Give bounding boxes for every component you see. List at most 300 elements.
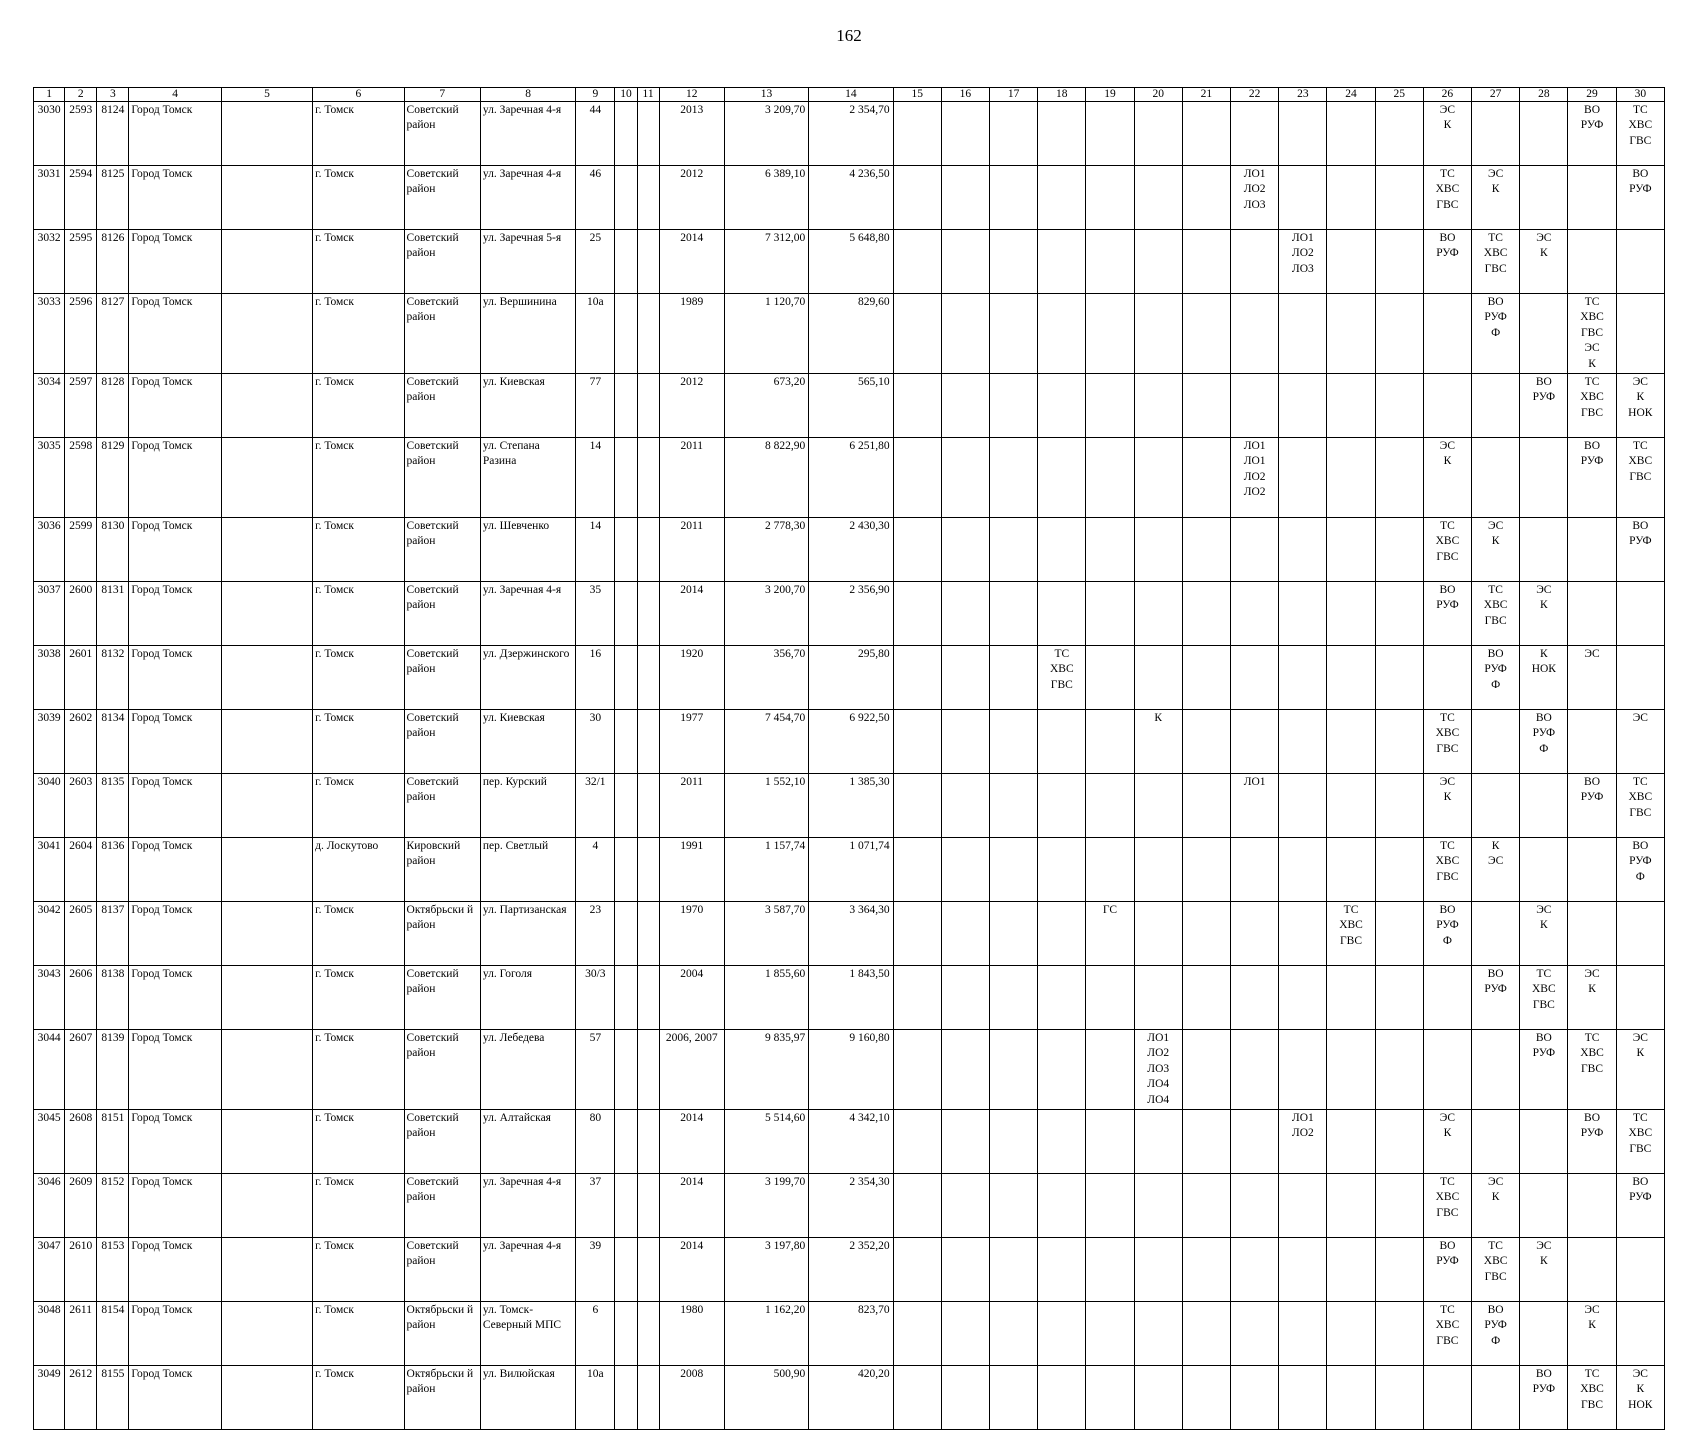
table-cell-col-9: 6	[576, 1302, 615, 1366]
table-cell-col-19	[1086, 438, 1134, 518]
table-cell-col-17	[990, 438, 1038, 518]
table-cell-col-30: ЭС К	[1616, 1030, 1664, 1110]
table-cell-col-5	[221, 646, 312, 710]
table-cell-col-20	[1134, 1174, 1182, 1238]
table-cell-col-17	[990, 1238, 1038, 1302]
table-cell-col-16	[941, 710, 989, 774]
table-cell-col-8: ул. Лебедева	[480, 1030, 575, 1110]
table-cell-col-1: 3032	[34, 230, 65, 294]
table-cell-col-16	[941, 838, 989, 902]
table-cell-col-12: 2014	[659, 582, 724, 646]
table-cell-col-13: 673,20	[724, 374, 808, 438]
table-cell-col-24: ТС ХВС ГВС	[1327, 902, 1375, 966]
table-cell-col-23	[1279, 1366, 1327, 1430]
table-cell-col-18	[1038, 966, 1086, 1030]
table-cell-col-29	[1568, 230, 1616, 294]
table-cell-col-11	[637, 646, 659, 710]
table-cell-col-26: ТС ХВС ГВС	[1423, 710, 1471, 774]
table-cell-col-17	[990, 774, 1038, 838]
table-cell-col-30	[1616, 230, 1664, 294]
table-cell-col-3: 8129	[97, 438, 129, 518]
table-cell-col-11	[637, 838, 659, 902]
column-header-16: 16	[941, 88, 989, 102]
table-cell-col-6: г. Томск	[313, 374, 404, 438]
table-cell-col-13: 1 120,70	[724, 294, 808, 374]
table-cell-col-6: г. Томск	[313, 1238, 404, 1302]
table-cell-col-14: 2 430,30	[809, 518, 893, 582]
table-cell-col-2: 2601	[65, 646, 97, 710]
table-cell-col-17	[990, 374, 1038, 438]
table-cell-col-23: ЛО1 ЛО2 ЛО3	[1279, 230, 1327, 294]
table-cell-col-27	[1472, 710, 1520, 774]
table-cell-col-19	[1086, 230, 1134, 294]
table-cell-col-18	[1038, 902, 1086, 966]
table-cell-col-22	[1231, 518, 1279, 582]
table-cell-col-22	[1231, 710, 1279, 774]
table-cell-col-13: 3 209,70	[724, 102, 808, 166]
table-cell-col-26	[1423, 646, 1471, 710]
table-cell-col-6: г. Томск	[313, 710, 404, 774]
table-cell-col-16	[941, 294, 989, 374]
table-cell-col-28	[1520, 1110, 1568, 1174]
table-cell-col-16	[941, 902, 989, 966]
table-cell-col-15	[893, 518, 941, 582]
table-cell-col-24	[1327, 102, 1375, 166]
table-cell-col-17	[990, 1110, 1038, 1174]
table-cell-col-21	[1182, 438, 1230, 518]
table-cell-col-26: ЭС К	[1423, 774, 1471, 838]
table-cell-col-7: Советский район	[404, 374, 480, 438]
table-cell-col-15	[893, 1174, 941, 1238]
table-cell-col-25	[1375, 102, 1423, 166]
table-cell-col-2: 2607	[65, 1030, 97, 1110]
table-cell-col-27: К ЭС	[1472, 838, 1520, 902]
table-cell-col-4: Город Томск	[129, 438, 221, 518]
table-cell-col-29: ТС ХВС ГВС	[1568, 1366, 1616, 1430]
table-cell-col-7: Октябрьски й район	[404, 1366, 480, 1430]
table-cell-col-18	[1038, 1174, 1086, 1238]
table-cell-col-7: Советский район	[404, 102, 480, 166]
table-cell-col-20	[1134, 1110, 1182, 1174]
table-cell-col-24	[1327, 1366, 1375, 1430]
column-header-29: 29	[1568, 88, 1616, 102]
table-cell-col-21	[1182, 1110, 1230, 1174]
table-cell-col-28: К НОК	[1520, 646, 1568, 710]
table-cell-col-5	[221, 902, 312, 966]
table-header	[34, 88, 1665, 102]
table-cell-col-23	[1279, 294, 1327, 374]
table-cell-col-10	[615, 102, 637, 166]
table-cell-col-12: 2014	[659, 1238, 724, 1302]
table-cell-col-18	[1038, 230, 1086, 294]
table-row	[34, 1238, 1665, 1302]
table-cell-col-12: 2011	[659, 518, 724, 582]
table-cell-col-23	[1279, 646, 1327, 710]
table-cell-col-6: г. Томск	[313, 1366, 404, 1430]
table-cell-col-23	[1279, 102, 1327, 166]
table-cell-col-14: 2 354,70	[809, 102, 893, 166]
table-cell-col-16	[941, 774, 989, 838]
table-cell-col-28	[1520, 166, 1568, 230]
table-cell-col-8: ул. Шевченко	[480, 518, 575, 582]
table-cell-col-9: 46	[576, 166, 615, 230]
table-cell-col-12: 1989	[659, 294, 724, 374]
table-cell-col-18	[1038, 1366, 1086, 1430]
table-cell-col-14: 6 922,50	[809, 710, 893, 774]
table-cell-col-19	[1086, 1030, 1134, 1110]
table-cell-col-6: г. Томск	[313, 230, 404, 294]
column-header-10: 10	[615, 88, 637, 102]
table-cell-col-17	[990, 1302, 1038, 1366]
table-cell-col-29	[1568, 710, 1616, 774]
table-cell-col-21	[1182, 1030, 1230, 1110]
table-cell-col-3: 8136	[97, 838, 129, 902]
table-cell-col-2: 2599	[65, 518, 97, 582]
table-cell-col-25	[1375, 230, 1423, 294]
table-cell-col-14: 420,20	[809, 1366, 893, 1430]
table-cell-col-15	[893, 710, 941, 774]
table-cell-col-11	[637, 294, 659, 374]
column-header-4: 4	[129, 88, 221, 102]
table-cell-col-8: ул. Степана Разина	[480, 438, 575, 518]
table-cell-col-17	[990, 102, 1038, 166]
table-cell-col-30	[1616, 1238, 1664, 1302]
table-cell-col-14: 6 251,80	[809, 438, 893, 518]
table-cell-col-5	[221, 1110, 312, 1174]
table-cell-col-9: 10а	[576, 294, 615, 374]
table-cell-col-12: 1980	[659, 1302, 724, 1366]
table-cell-col-2: 2598	[65, 438, 97, 518]
table-cell-col-13: 8 822,90	[724, 438, 808, 518]
table-cell-col-19	[1086, 518, 1134, 582]
table-cell-col-4: Город Томск	[129, 1238, 221, 1302]
column-header-15: 15	[893, 88, 941, 102]
table-cell-col-28: ЭС К	[1520, 1238, 1568, 1302]
table-cell-col-15	[893, 1110, 941, 1174]
table-cell-col-21	[1182, 1238, 1230, 1302]
table-cell-col-27	[1472, 1030, 1520, 1110]
table-cell-col-11	[637, 582, 659, 646]
table-cell-col-7: Советский район	[404, 518, 480, 582]
table-cell-col-12: 2011	[659, 774, 724, 838]
table-cell-col-24	[1327, 582, 1375, 646]
table-cell-col-30	[1616, 1302, 1664, 1366]
table-cell-col-4: Город Томск	[129, 294, 221, 374]
table-cell-col-21	[1182, 294, 1230, 374]
table-cell-col-4: Город Томск	[129, 1110, 221, 1174]
table-cell-col-25	[1375, 166, 1423, 230]
table-cell-col-30: ЭС К НОК	[1616, 1366, 1664, 1430]
table-cell-col-6: г. Томск	[313, 438, 404, 518]
table-row	[34, 646, 1665, 710]
table-cell-col-14: 565,10	[809, 374, 893, 438]
table-cell-col-24	[1327, 1110, 1375, 1174]
table-cell-col-4: Город Томск	[129, 1174, 221, 1238]
table-cell-col-21	[1182, 166, 1230, 230]
table-cell-col-15	[893, 1030, 941, 1110]
table-cell-col-29	[1568, 1238, 1616, 1302]
table-cell-col-18	[1038, 518, 1086, 582]
table-row	[34, 1174, 1665, 1238]
table-cell-col-8: ул. Заречная 4-я	[480, 1238, 575, 1302]
table-cell-col-28	[1520, 1174, 1568, 1238]
table-cell-col-26	[1423, 1366, 1471, 1430]
table-cell-col-26	[1423, 294, 1471, 374]
table-cell-col-6: г. Томск	[313, 1030, 404, 1110]
table-cell-col-27	[1472, 102, 1520, 166]
table-cell-col-12: 1970	[659, 902, 724, 966]
table-cell-col-13: 500,90	[724, 1366, 808, 1430]
table-cell-col-25	[1375, 1302, 1423, 1366]
table-cell-col-15	[893, 166, 941, 230]
table-cell-col-25	[1375, 1238, 1423, 1302]
table-cell-col-9: 80	[576, 1110, 615, 1174]
table-cell-col-19	[1086, 774, 1134, 838]
column-header-2: 2	[65, 88, 97, 102]
table-cell-col-25	[1375, 646, 1423, 710]
table-cell-col-19	[1086, 1302, 1134, 1366]
table-cell-col-25	[1375, 966, 1423, 1030]
table-cell-col-17	[990, 294, 1038, 374]
table-cell-col-13: 9 835,97	[724, 1030, 808, 1110]
table-cell-col-24	[1327, 838, 1375, 902]
column-header-14: 14	[809, 88, 893, 102]
table-cell-col-14: 1 843,50	[809, 966, 893, 1030]
table-cell-col-12: 1977	[659, 710, 724, 774]
table-cell-col-4: Город Томск	[129, 646, 221, 710]
column-header-9: 9	[576, 88, 615, 102]
column-header-6: 6	[313, 88, 404, 102]
table-row	[34, 230, 1665, 294]
table-cell-col-21	[1182, 1302, 1230, 1366]
table-cell-col-13: 2 778,30	[724, 518, 808, 582]
table-cell-col-1: 3043	[34, 966, 65, 1030]
table-cell-col-6: г. Томск	[313, 166, 404, 230]
table-cell-col-17	[990, 582, 1038, 646]
table-cell-col-23	[1279, 582, 1327, 646]
register-table	[33, 87, 1665, 1430]
table-cell-col-29	[1568, 518, 1616, 582]
table-cell-col-13: 3 197,80	[724, 1238, 808, 1302]
table-row	[34, 1366, 1665, 1430]
table-cell-col-30	[1616, 582, 1664, 646]
table-cell-col-6: г. Томск	[313, 774, 404, 838]
table-cell-col-7: Октябрьски й район	[404, 1302, 480, 1366]
table-cell-col-15	[893, 1366, 941, 1430]
table-cell-col-8: пер. Светлый	[480, 838, 575, 902]
table-cell-col-9: 39	[576, 1238, 615, 1302]
table-cell-col-21	[1182, 518, 1230, 582]
table-cell-col-16	[941, 518, 989, 582]
table-cell-col-11	[637, 966, 659, 1030]
table-cell-col-7: Октябрьски й район	[404, 902, 480, 966]
column-header-12: 12	[659, 88, 724, 102]
table-cell-col-23	[1279, 1238, 1327, 1302]
table-cell-col-8: ул. Гоголя	[480, 966, 575, 1030]
table-cell-col-29: ВО РУФ	[1568, 774, 1616, 838]
table-cell-col-17	[990, 1030, 1038, 1110]
table-cell-col-23: ЛО1 ЛО2	[1279, 1110, 1327, 1174]
table-cell-col-25	[1375, 1110, 1423, 1174]
table-cell-col-30	[1616, 966, 1664, 1030]
table-cell-col-26: ВО РУФ Ф	[1423, 902, 1471, 966]
table-cell-col-18	[1038, 294, 1086, 374]
table-cell-col-10	[615, 902, 637, 966]
table-cell-col-8: ул. Партизанская	[480, 902, 575, 966]
table-cell-col-2: 2609	[65, 1174, 97, 1238]
table-cell-col-8: ул. Вилюйская	[480, 1366, 575, 1430]
table-cell-col-25	[1375, 374, 1423, 438]
table-cell-col-24	[1327, 166, 1375, 230]
column-header-30: 30	[1616, 88, 1664, 102]
table-row	[34, 838, 1665, 902]
table-cell-col-7: Советский район	[404, 646, 480, 710]
table-cell-col-19	[1086, 710, 1134, 774]
table-cell-col-5	[221, 1302, 312, 1366]
table-cell-col-18	[1038, 1030, 1086, 1110]
table-cell-col-27: ТС ХВС ГВС	[1472, 1238, 1520, 1302]
table-cell-col-29: ВО РУФ	[1568, 102, 1616, 166]
table-cell-col-30: ТС ХВС ГВС	[1616, 438, 1664, 518]
table-row	[34, 582, 1665, 646]
table-cell-col-11	[637, 902, 659, 966]
table-cell-col-9: 14	[576, 518, 615, 582]
table-cell-col-22	[1231, 646, 1279, 710]
table-cell-col-28: ТС ХВС ГВС	[1520, 966, 1568, 1030]
table-cell-col-3: 8125	[97, 166, 129, 230]
table-cell-col-8: ул. Заречная 4-я	[480, 102, 575, 166]
table-cell-col-14: 3 364,30	[809, 902, 893, 966]
table-cell-col-13: 3 587,70	[724, 902, 808, 966]
table-cell-col-17	[990, 902, 1038, 966]
table-cell-col-16	[941, 1174, 989, 1238]
table-cell-col-25	[1375, 518, 1423, 582]
table-cell-col-15	[893, 438, 941, 518]
table-cell-col-10	[615, 166, 637, 230]
table-cell-col-19	[1086, 1110, 1134, 1174]
table-cell-col-5	[221, 438, 312, 518]
table-cell-col-25	[1375, 1030, 1423, 1110]
table-cell-col-23	[1279, 1030, 1327, 1110]
table-cell-col-6: г. Томск	[313, 1110, 404, 1174]
table-cell-col-6: г. Томск	[313, 102, 404, 166]
table-cell-col-15	[893, 582, 941, 646]
table-cell-col-20	[1134, 1366, 1182, 1430]
table-cell-col-22	[1231, 1110, 1279, 1174]
table-cell-col-15	[893, 966, 941, 1030]
table-cell-col-4: Город Томск	[129, 710, 221, 774]
table-cell-col-9: 57	[576, 1030, 615, 1110]
table-cell-col-16	[941, 374, 989, 438]
table-cell-col-12: 1991	[659, 838, 724, 902]
column-header-7: 7	[404, 88, 480, 102]
table-cell-col-29: ТС ХВС ГВС	[1568, 1030, 1616, 1110]
table-cell-col-14: 2 356,90	[809, 582, 893, 646]
column-header-5: 5	[221, 88, 312, 102]
table-cell-col-9: 4	[576, 838, 615, 902]
table-cell-col-14: 9 160,80	[809, 1030, 893, 1110]
table-cell-col-17	[990, 518, 1038, 582]
table-cell-col-30: ТС ХВС ГВС	[1616, 774, 1664, 838]
table-cell-col-8: ул. Томск-Северный МПС	[480, 1302, 575, 1366]
table-cell-col-18	[1038, 582, 1086, 646]
table-cell-col-10	[615, 1302, 637, 1366]
table-cell-col-2: 2600	[65, 582, 97, 646]
table-cell-col-18	[1038, 374, 1086, 438]
table-cell-col-24	[1327, 966, 1375, 1030]
table-cell-col-22: ЛО1	[1231, 774, 1279, 838]
table-cell-col-12: 2008	[659, 1366, 724, 1430]
table-cell-col-22: ЛО1 ЛО2 ЛО3	[1231, 166, 1279, 230]
table-cell-col-14: 295,80	[809, 646, 893, 710]
table-cell-col-9: 16	[576, 646, 615, 710]
table-cell-col-23	[1279, 902, 1327, 966]
table-cell-col-30: ЭС	[1616, 710, 1664, 774]
column-header-17: 17	[990, 88, 1038, 102]
table-cell-col-16	[941, 166, 989, 230]
table-cell-col-26	[1423, 966, 1471, 1030]
table-cell-col-8: ул. Алтайская	[480, 1110, 575, 1174]
table-cell-col-1: 3045	[34, 1110, 65, 1174]
column-number-row	[34, 88, 1665, 102]
column-header-1: 1	[34, 88, 65, 102]
table-cell-col-24	[1327, 1238, 1375, 1302]
table-cell-col-13: 7 454,70	[724, 710, 808, 774]
table-cell-col-18	[1038, 838, 1086, 902]
table-cell-col-5	[221, 710, 312, 774]
table-cell-col-20	[1134, 1238, 1182, 1302]
table-cell-col-27: ТС ХВС ГВС	[1472, 230, 1520, 294]
table-cell-col-25	[1375, 838, 1423, 902]
table-cell-col-22	[1231, 902, 1279, 966]
table-cell-col-22	[1231, 102, 1279, 166]
table-cell-col-23	[1279, 518, 1327, 582]
table-cell-col-22	[1231, 966, 1279, 1030]
table-cell-col-12: 2014	[659, 1174, 724, 1238]
table-cell-col-28	[1520, 102, 1568, 166]
table-cell-col-17	[990, 838, 1038, 902]
table-cell-col-13: 1 162,20	[724, 1302, 808, 1366]
table-cell-col-7: Советский район	[404, 1174, 480, 1238]
table-cell-col-11	[637, 166, 659, 230]
table-cell-col-16	[941, 1110, 989, 1174]
table-cell-col-4: Город Томск	[129, 166, 221, 230]
table-cell-col-25	[1375, 438, 1423, 518]
table-cell-col-11	[637, 710, 659, 774]
table-cell-col-27: ВО РУФ	[1472, 966, 1520, 1030]
table-cell-col-27: ЭС К	[1472, 166, 1520, 230]
table-cell-col-4: Город Томск	[129, 230, 221, 294]
table-cell-col-18	[1038, 102, 1086, 166]
table-cell-col-17	[990, 1174, 1038, 1238]
table-cell-col-15	[893, 1302, 941, 1366]
table-cell-col-18	[1038, 1110, 1086, 1174]
table-cell-col-21	[1182, 774, 1230, 838]
table-cell-col-2: 2612	[65, 1366, 97, 1430]
table-cell-col-7: Советский район	[404, 1030, 480, 1110]
table-cell-col-24	[1327, 774, 1375, 838]
table-cell-col-14: 4 342,10	[809, 1110, 893, 1174]
table-cell-col-13: 3 199,70	[724, 1174, 808, 1238]
table-cell-col-6: г. Томск	[313, 582, 404, 646]
table-cell-col-26: ВО РУФ	[1423, 230, 1471, 294]
table-cell-col-12: 2013	[659, 102, 724, 166]
table-cell-col-19	[1086, 294, 1134, 374]
table-cell-col-1: 3046	[34, 1174, 65, 1238]
table-cell-col-25	[1375, 1366, 1423, 1430]
table-cell-col-20	[1134, 518, 1182, 582]
table-cell-col-12: 2012	[659, 166, 724, 230]
